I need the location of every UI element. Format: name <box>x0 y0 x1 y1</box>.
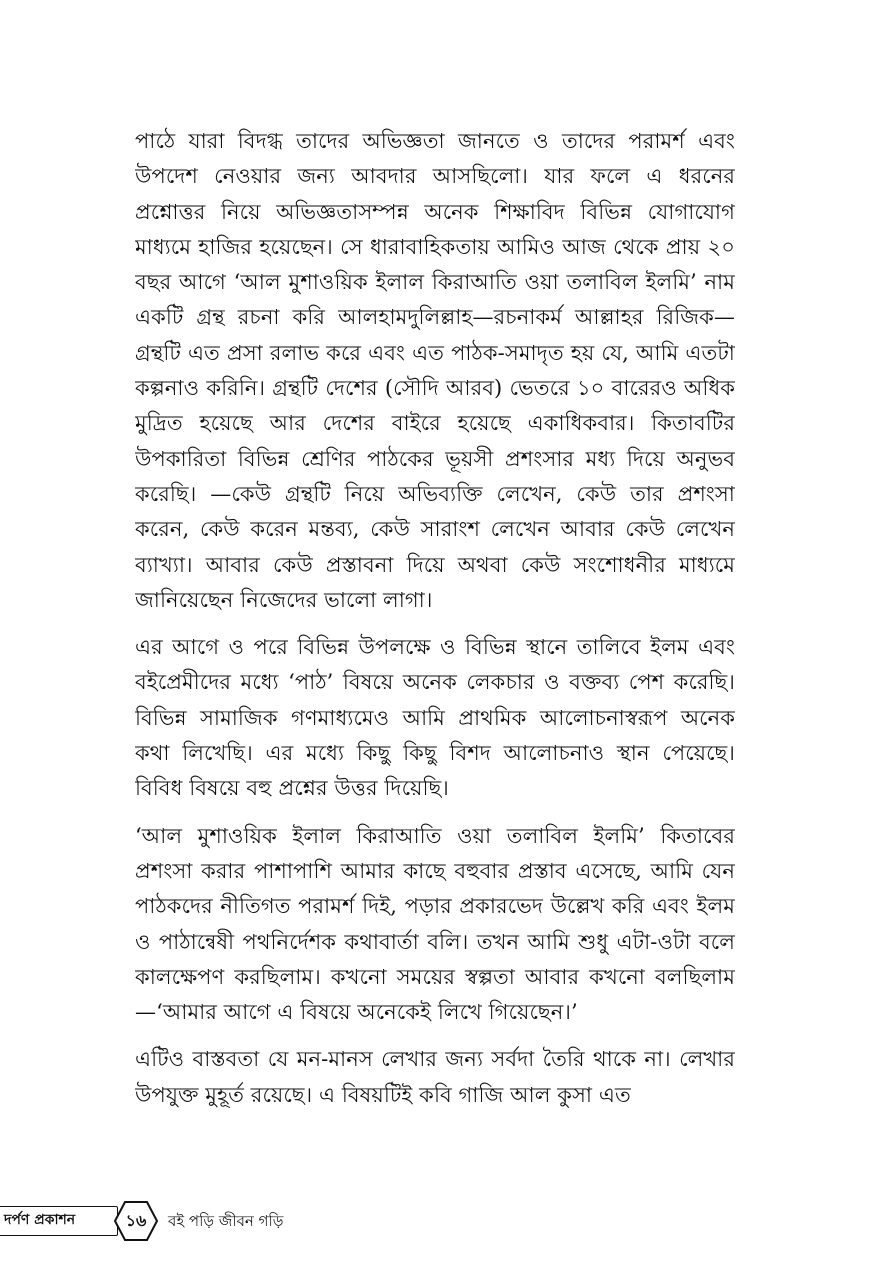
publisher-name: দর্পণ প্রকাশন <box>0 1206 118 1236</box>
main-text <box>135 124 735 1184</box>
paragraph: পাঠে যারা বিদগ্ধ তাদের অভিজ্ঞতা জানতে ও তাদের পরামর্শ এবং উপদেশ নেওয়ার জন্য আবদার আসছিলো। যার ফলে এ ধরনের প্রশ্নোত্তর নিয়ে অভিজ্ঞতাসম্পন্ন অনেক শিক্ষাবিদ বিভিন্ন যোগাযোগ মাধ্যমে হাজির হয়েছেন। সে ধারাবাহিকতায় আমিও আজ থেকে প্রায় ২০ বছর আগে ‘আল মুশাওয়িক ইলাল কিরাআতি ওয়া তলাবিল ইলমি’ নাম একটি গ্রন্থ রচনা করি আলহামদুলিল্লাহ—রচনাকর্ম আল্লাহর রিজিক—গ্রন্থটি এত প্রসা রলাভ করে এবং এত পাঠক-সমাদৃত হয় যে, আমি এতটা কল্পনাও করিনি। গ্রন্থটি দেশের (সৌদি আরব) ভেতরে ১০ বারেরও অধিক মুদ্রিত হয়েছে আর দেশের বাইরে হয়েছে একাধিকবার। কিতাবটির উপকারিতা বিভিন্ন শ্রেণির পাঠকের ভূয়সী প্রশংসার মধ্য দিয়ে অনুভব করেছি। —কেউ গ্রন্থটি নিয়ে অভিব্যক্তি লেখেন, কেউ তার প্রশংসা করেন, কেউ করেন মন্তব্য, কেউ সারাংশ লেখেন আবার কেউ লেখেন ব্যাখ্যা। আবার কেউ প্রস্তাবনা দিয়ে অথবা কেউ সংশোধনীর মাধ্যমে জানিয়েছেন নিজেদের ভালো লাগা। <box>135 129 735 612</box>
page-number-badge <box>114 1200 158 1242</box>
page-number: ১৬ <box>125 1211 147 1230</box>
book-title: বই পড়ি জীবন গড়ি <box>168 1212 284 1230</box>
paragraph: এটিও বাস্তবতা যে মন-মানস লেখার জন্য সর্বদা তৈরি থাকে না। লেখার উপযুক্ত মুহূর্ত রয়েছে। এ বিষয়টিই কবি গাজি আল কুসা এত <box>135 1047 735 1107</box>
page-footer <box>0 1198 870 1250</box>
paragraph: ‘আল মুশাওয়িক ইলাল কিরাআতি ওয়া তলাবিল ইলমি’ কিতাবের প্রশংসা করার পাশাপাশি আমার কাছে বহুবার প্রস্তাব এসেছে, আমি যেন পাঠকদের নীতিগত পরামর্শ দিই, পড়ার প্রকারভেদ উল্লেখ করি এবং ইলম ও পাঠান্বেষী পথনির্দেশক কথাবার্তা বলি। তখন আমি শুধু এটা-ওটা বলে কালক্ষেপণ করছিলাম। কখনো সময়ের স্বল্পতা আবার কখনো বলছিলাম—‘আমার আগে এ বিষয়ে অনেকেই লিখে গিয়েছেন।’ <box>135 823 735 1025</box>
paragraph: এর আগে ও পরে বিভিন্ন উপলক্ষে ও বিভিন্ন স্থানে তালিবে ইলম এবং বইপ্রেমীদের মধ্যে ‘পাঠ’ বিষয়ে অনেক লেকচার ও বক্তব্য পেশ করেছি। বিভিন্ন সামাজিক গণমাধ্যমেও আমি প্রাথমিক আলোচনাস্বরূপ অনেক কথা লিখেছি। এর মধ্যে কিছু কিছু বিশদ আলোচনাও স্থান পেয়েছে। বিবিধ বিষয়ে বহু প্রশ্নের উত্তর দিয়েছি। <box>135 635 735 801</box>
